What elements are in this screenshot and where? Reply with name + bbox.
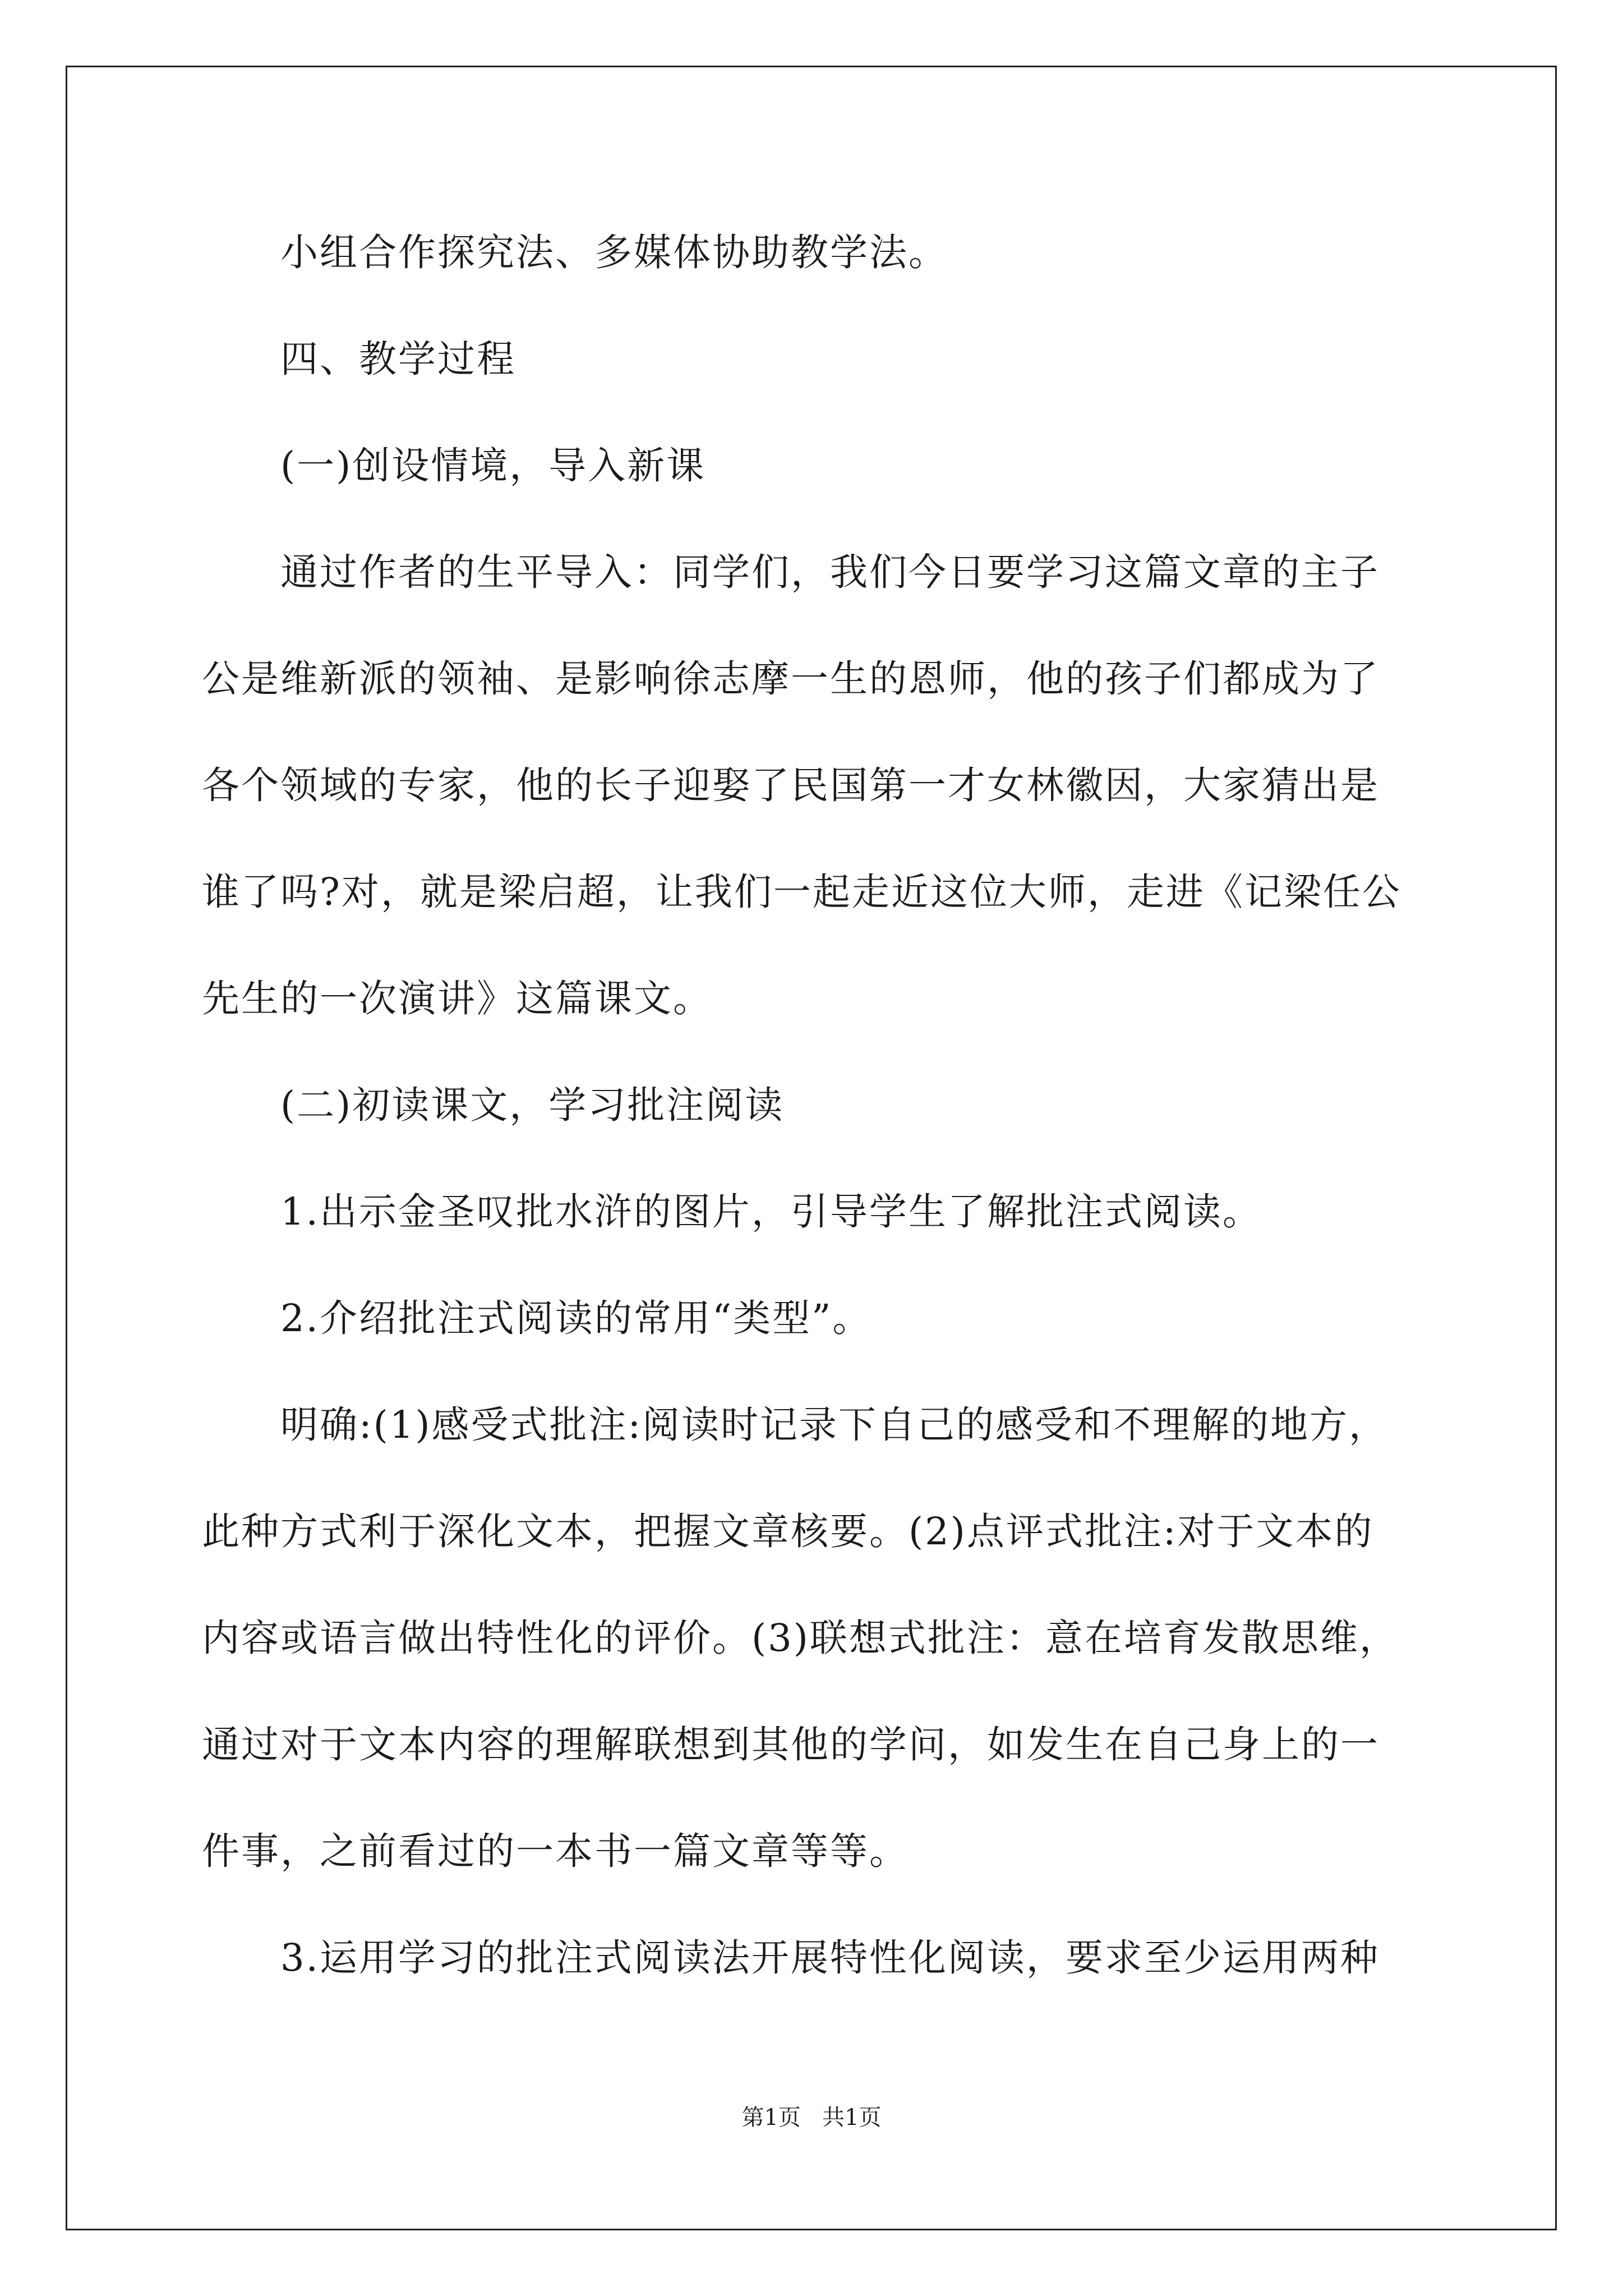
- paragraph-line: 通过对于文本内容的理解联想到其他的学问，如发生在自己身上的一: [202, 1723, 1380, 1766]
- paragraph-line: 件事，之前看过的一本书一篇文章等等。: [202, 1829, 909, 1873]
- paragraph-line: 此种方式利于深化文本，把握文章核要。(2)点评式批注:对于文本的: [202, 1510, 1374, 1553]
- list-item: 1.出示金圣叹批水浒的图片，引导学生了解批注式阅读。: [280, 1190, 1262, 1234]
- paragraph-line: 内容或语言做出特性化的评价。(3)联想式批注：意在培育发散思维，: [202, 1616, 1399, 1660]
- page-footer: 第1页 共1页: [741, 2105, 882, 2131]
- paragraph-line: 明确:(1)感受式批注:阅读时记录下自己的感受和不理解的地方，: [280, 1403, 1389, 1447]
- subsection-heading: (一)创设情境，导入新课: [280, 444, 706, 487]
- section-heading: 四、教学过程: [280, 337, 516, 381]
- paragraph-line: 先生的一次演讲》这篇课文。: [202, 977, 712, 1020]
- paragraph-line: 小组合作探究法、多媒体协助教学法。: [280, 231, 948, 274]
- list-item: 3.运用学习的批注式阅读法开展特性化阅读，要求至少运用两种: [280, 1936, 1380, 1980]
- paragraph-line: 公是维新派的领袖、是影响徐志摩一生的恩师，他的孩子们都成为了: [202, 657, 1380, 701]
- page-border: [66, 66, 1557, 2230]
- list-item: 2.介绍批注式阅读的常用“类型”。: [280, 1296, 872, 1340]
- paragraph-line: 各个领域的专家，他的长子迎娶了民国第一才女林徽因，大家猜出是: [202, 763, 1380, 807]
- paragraph-line: 通过作者的生平导入：同学们，我们今日要学习这篇文章的主子: [280, 550, 1380, 594]
- paragraph-line: 谁了吗?对，就是梁启超，让我们一起走近这位大师，走进《记梁任公: [202, 870, 1401, 914]
- subsection-heading: (二)初读课文，学习批注阅读: [280, 1083, 785, 1127]
